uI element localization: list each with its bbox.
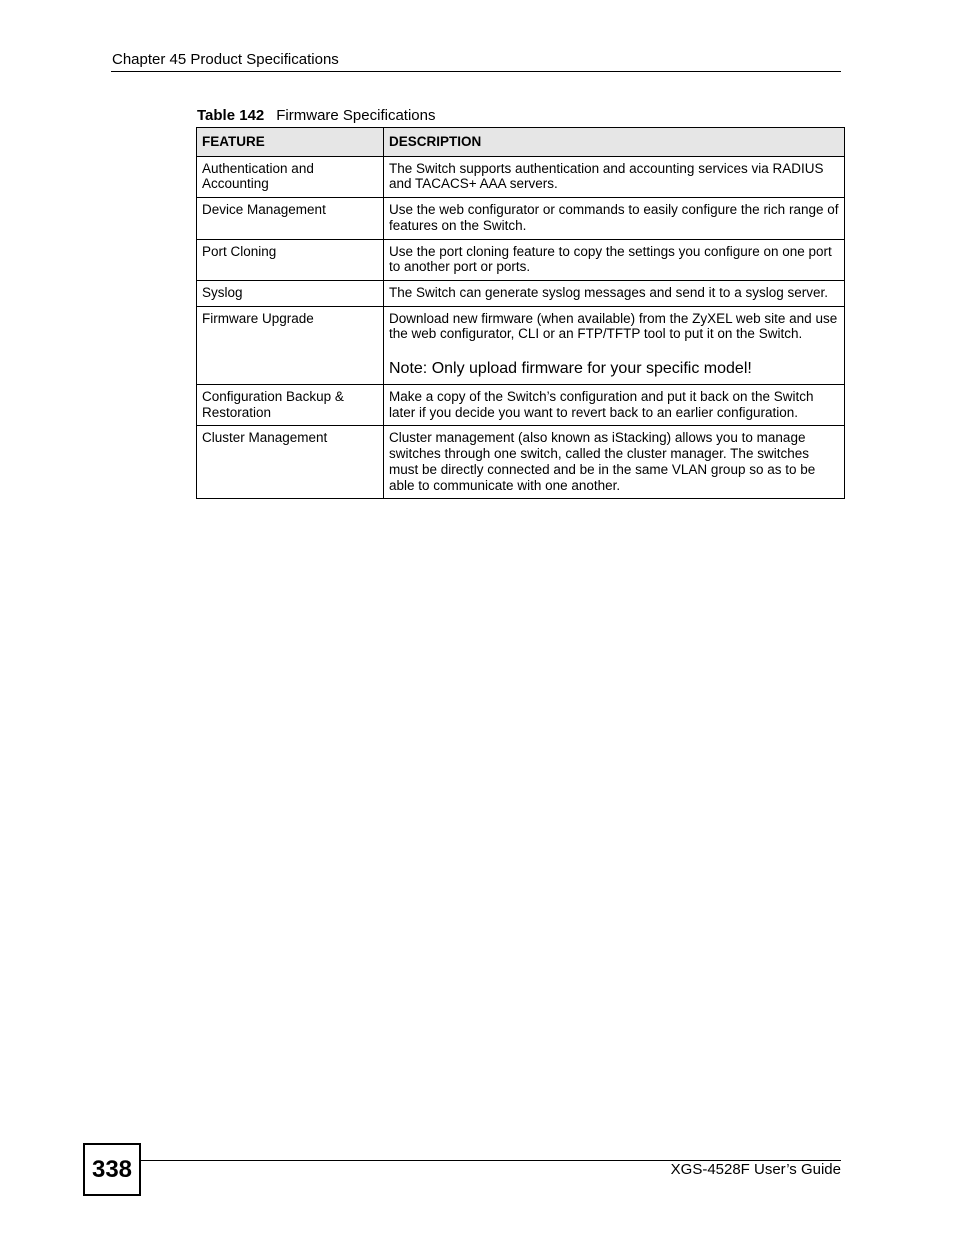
chapter-title: Chapter 45 Product Specifications	[112, 51, 339, 68]
table-row	[197, 426, 845, 499]
description-cell: Use the web configurator or commands to easily configure the rich range of features on the Switch.	[384, 198, 845, 239]
feature-cell: Port Cloning	[197, 239, 384, 280]
table-row	[197, 306, 845, 384]
header-rule	[111, 71, 841, 72]
feature-cell: Cluster Management	[197, 426, 384, 499]
table-row	[197, 198, 845, 239]
feature-cell: Configuration Backup & Restoration	[197, 385, 384, 426]
feature-cell: Authentication and Accounting	[197, 156, 384, 197]
guide-title: XGS-4528F User’s Guide	[670, 1161, 841, 1178]
firmware-spec-table	[196, 127, 845, 499]
feature-cell: Syslog	[197, 280, 384, 306]
description-cell: Make a copy of the Switch’s configuration and put it back on the Switch later if you decide you want to revert back to an earlier configuration.	[384, 385, 845, 426]
table-row	[197, 385, 845, 426]
feature-cell: Firmware Upgrade	[197, 306, 384, 384]
description-cell: Use the port cloning feature to copy the settings you configure on one port to another port or ports.	[384, 239, 845, 280]
table-row	[197, 280, 845, 306]
description-cell: Cluster management (also known as iStacking) allows you to manage switches through one switch, called the cluster manager. The switches must be directly connected and be in the same VLAN group so as to be able to communicate with one another.	[384, 426, 845, 499]
page-number: 338	[83, 1143, 141, 1196]
feature-cell: Device Management	[197, 198, 384, 239]
table-header-row	[197, 128, 845, 157]
description-cell: The Switch can generate syslog messages and send it to a syslog server.	[384, 280, 845, 306]
column-header-description: DESCRIPTION	[384, 128, 845, 157]
description-text: Download new firmware (when available) from the ZyXEL web site and use the web configurator, CLI or an FTP/TFTP tool to put it on the Switch.	[389, 310, 838, 342]
table-caption-text: Firmware Specifications	[276, 107, 436, 124]
table-caption-label: Table 142	[197, 107, 265, 124]
column-header-feature: FEATURE	[197, 128, 384, 157]
firmware-note: Note: Only upload firmware for your specific model!	[389, 360, 752, 378]
table-caption	[197, 107, 435, 125]
description-cell: The Switch supports authentication and accounting services via RADIUS and TACACS+ AAA servers.	[384, 156, 845, 197]
table-row	[197, 156, 845, 197]
table-row	[197, 239, 845, 280]
description-cell	[384, 306, 845, 384]
